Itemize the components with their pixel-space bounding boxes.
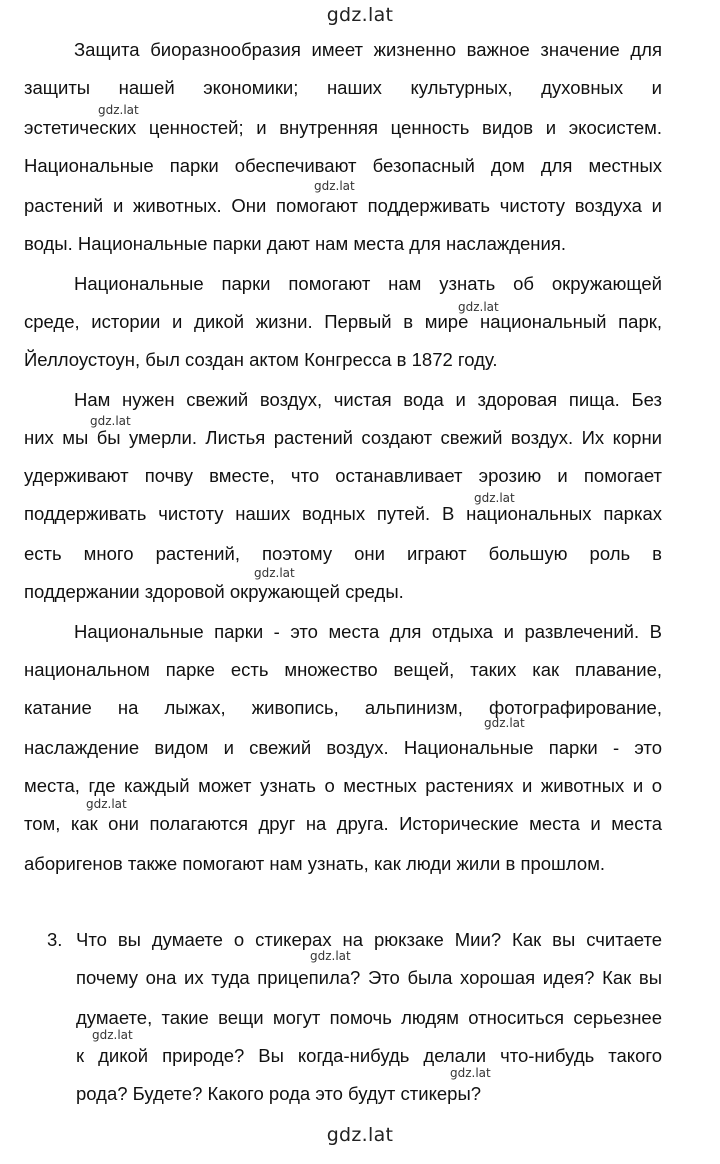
paragraph-line: Нам нужен свежий воздух, чистая вода и здоровая пища. Без xyxy=(74,389,662,410)
paragraph-line: защиты нашей экономики; наших культурных, духовных и xyxy=(24,77,662,98)
paragraph-line: поддерживать чистоту наших водных путей. В национальных парках xyxy=(24,503,662,524)
paragraph-line: эстетических ценностей; и внутренняя ценность видов и экосистем. xyxy=(24,117,662,138)
paragraph-line: национальном парке есть множество вещей, таких как плавание, xyxy=(24,659,662,680)
question-line: рода? Будете? Какого рода это будут стикеры? xyxy=(76,1083,482,1104)
question-line: думаете, такие вещи могут помочь людям относиться серьезнее xyxy=(76,1007,662,1028)
watermark-stamp: gdz.lat xyxy=(458,300,499,314)
question-line: Что вы думаете о стикерах на рюкзаке Мии? Как вы считаете xyxy=(76,929,662,950)
watermark-stamp: gdz.lat xyxy=(98,103,139,117)
paragraph-line: катание на лыжах, живопись, альпинизм, фотографирование, xyxy=(24,697,662,718)
watermark-stamp: gdz.lat xyxy=(310,949,351,963)
question-line: к дикой природе? Вы когда-нибудь делали что-нибудь такого xyxy=(76,1045,662,1066)
watermark-stamp: gdz.lat xyxy=(254,566,295,580)
paragraph-line: том, как они полагаются друг на друга. Исторические места и места xyxy=(24,813,662,834)
paragraph-line: наслаждение видом и свежий воздух. Национальные парки - это xyxy=(24,737,662,758)
watermark-stamp: gdz.lat xyxy=(92,1028,133,1042)
paragraph-line: Защита биоразнообразия имеет жизненно важное значение для xyxy=(74,39,662,60)
paragraph-line: них мы бы умерли. Листья растений создают свежий воздух. Их корни xyxy=(24,427,662,448)
paragraph-line: поддержании здоровой окружающей среды. xyxy=(24,581,404,602)
watermark-stamp: gdz.lat xyxy=(484,716,525,730)
watermark-bottom: gdz.lat xyxy=(326,1124,394,1146)
paragraph-line: Йеллоустоун, был создан актом Конгресса в 1872 году. xyxy=(24,349,498,370)
paragraph-line: есть много растений, поэтому они играют большую роль в xyxy=(24,543,662,564)
watermark-stamp: gdz.lat xyxy=(450,1066,491,1080)
paragraph-line: растений и животных. Они помогают поддерживать чистоту воздуха и xyxy=(24,195,662,216)
paragraph-line: Национальные парки обеспечивают безопасный дом для местных xyxy=(24,155,662,176)
paragraph-line: аборигенов также помогают нам узнать, как люди жили в прошлом. xyxy=(24,853,606,874)
watermark-stamp: gdz.lat xyxy=(314,179,355,193)
watermark-stamp: gdz.lat xyxy=(90,414,131,428)
question-number: 3. xyxy=(47,929,63,950)
paragraph-line: Национальные парки - это места для отдыха и развлечений. В xyxy=(74,621,662,642)
watermark-stamp: gdz.lat xyxy=(474,491,515,505)
paragraph-line: места, где каждый может узнать о местных растениях и животных и о xyxy=(24,775,662,796)
watermark-stamp: gdz.lat xyxy=(86,797,127,811)
watermark-top: gdz.lat xyxy=(326,4,394,26)
paragraph-line: воды. Национальные парки дают нам места для наслаждения. xyxy=(24,233,567,254)
paragraph-line: среде, истории и дикой жизни. Первый в мире национальный парк, xyxy=(24,311,662,332)
question-line: почему она их туда прицепила? Это была хорошая идея? Как вы xyxy=(76,967,662,988)
paragraph-line: Национальные парки помогают нам узнать об окружающей xyxy=(74,273,662,294)
paragraph-line: удерживают почву вместе, что останавливает эрозию и помогает xyxy=(24,465,662,486)
